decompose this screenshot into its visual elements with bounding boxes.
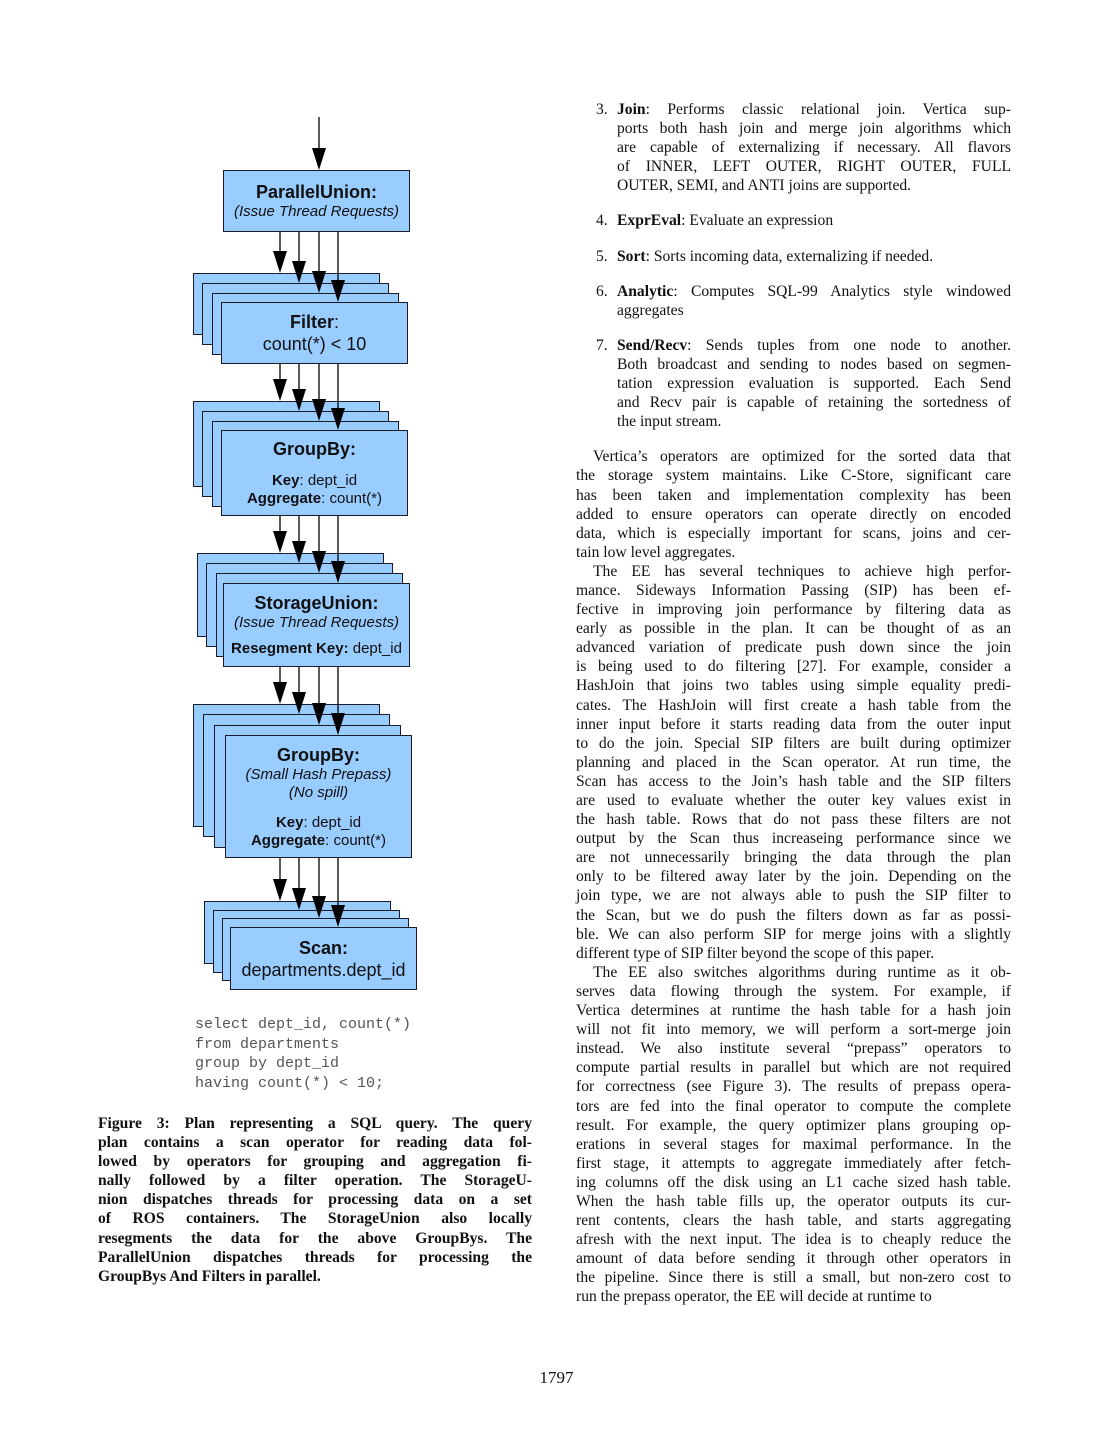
paragraph-line: tors are fed into the final operator to compute the complete — [576, 1097, 1011, 1115]
paragraph-line: different type of SIP filter beyond the scope of this paper. — [576, 944, 935, 962]
paragraph-line: the Scan, but we do push the filters down as far as possi- — [576, 906, 1011, 924]
scan-column: departments.dept_id — [241, 959, 406, 980]
groupby-prepass-node — [225, 735, 412, 858]
paragraph-line: join type, we are not always able to push the SIP filter to — [576, 887, 1011, 905]
scan-node — [230, 927, 417, 990]
right-column — [576, 100, 1011, 1307]
page-number: 1797 — [539, 1368, 574, 1387]
paragraph-line: the hash table. Rows that do not pass these filters are not — [576, 811, 1011, 829]
paragraph-line: mance. Sideways Information Passing (SIP) has been ef- — [576, 581, 1011, 599]
paragraph-line: When the hash table fills up, the operator outputs its cur- — [576, 1192, 1011, 1210]
node-title: ParallelUnion: — [255, 182, 378, 202]
caption-line: lowed by operators for grouping and aggregation fi- — [98, 1153, 532, 1171]
paragraph-line: is being used to do filtering [27]. For example, consider a — [576, 658, 1011, 676]
paragraph-line: HashJoin that joins two tables using simple equality predi- — [576, 677, 1011, 695]
key-value: : dept_id — [303, 813, 362, 831]
list-item-line: and Recv pair is capable of retaining the sortedness of — [617, 394, 1011, 412]
node-subtitle: (No spill) — [288, 783, 349, 801]
paragraph-line: result. For example, the query optimizer plans grouping op- — [576, 1116, 1011, 1134]
resegment-key-label: Resegment Key: — [231, 640, 349, 657]
paragraph-line: cates. The HashJoin will first create a hash table from the — [576, 696, 1011, 714]
paragraph-line: rent contents, clears the hash table, and starts aggregating — [576, 1212, 1011, 1230]
paragraph — [576, 562, 1011, 963]
aggregate-value: : count(*) — [321, 490, 383, 507]
arrowhead-icon — [273, 879, 287, 901]
paragraph-line: the pipeline. Since there is still a small, but non-zero cost to — [576, 1269, 1011, 1287]
storage-union-node — [223, 583, 410, 667]
arrowhead-icon — [273, 682, 287, 704]
list-item-line: Analytic: Computes SQL-99 Analytics style windowed — [617, 282, 1011, 300]
key-label: Key — [275, 813, 304, 831]
paragraph-line: inner input before it starts reading data from the outer input — [576, 715, 1011, 733]
node-colon: : — [334, 312, 340, 332]
caption-line: plan contains a scan operator for reading data fol- — [98, 1134, 532, 1152]
caption-line: of ROS containers. The StorageUnion also locally — [98, 1210, 532, 1228]
sql-query — [195, 1015, 411, 1093]
list-item-line: are capable of externalizing if necessary. All flavors — [617, 139, 1011, 157]
node-subtitle: (Small Hash Prepass) — [245, 765, 392, 783]
list-item-line: ExprEval: Evaluate an expression — [617, 212, 834, 230]
paragraph-line: has been taken and implementation complexity has been — [576, 486, 1011, 504]
paragraph-line: are not unnecessarily bringing the data through the plan — [576, 849, 1011, 867]
paragraph-line: the storage system maintains. Like C-Store, significant care — [576, 467, 1011, 485]
arrowhead-icon — [273, 251, 287, 273]
paragraph-line: fective in improving join performance by filtering data as — [576, 601, 1011, 619]
list-number: 3. — [596, 101, 608, 118]
list-number: 6. — [596, 282, 608, 300]
paragraph-line: instead. We also institute several “prepass” operators to — [576, 1040, 1011, 1058]
list-item-line: OUTER, SEMI, and ANTI joins are supported. — [617, 177, 912, 195]
paragraph-line: for correctness (see Figure 3). The results of prepass opera- — [576, 1078, 1011, 1096]
node-subtitle: (Issue Thread Requests) — [233, 203, 400, 220]
paragraph-line: data, which is especially important for scans, joins and cer- — [576, 524, 1011, 542]
operator-list — [576, 100, 1011, 431]
list-item-line: Sort: Sorts incoming data, externalizing if needed. — [617, 247, 934, 265]
body-text — [576, 447, 1011, 1306]
paragraph-line: The EE also switches algorithms during runtime as it ob- — [593, 963, 1011, 981]
list-item-line: Both broadcast and sending to nodes based on segmen- — [617, 355, 1011, 373]
paragraph-line: planning and placed in the Scan operator. At run time, the — [576, 753, 1011, 771]
paragraph-line: output by the Scan thus increaseing performance since we — [576, 830, 1011, 848]
arrowhead-icon — [273, 531, 287, 553]
filter-condition: count(*) < 10 — [262, 334, 367, 354]
paragraph-line: ble. We can also perform SIP for merge joins with a slightly — [576, 925, 1011, 943]
list-number: 4. — [596, 212, 608, 230]
aggregate-label: Aggregate — [250, 831, 326, 849]
list-item-line: of INNER, LEFT OUTER, RIGHT OUTER, FULL — [617, 158, 1011, 176]
caption-line: resegments the data for the above GroupBys. The — [98, 1229, 532, 1247]
paragraph-line: tain low level aggregates. — [576, 543, 736, 561]
node-subtitle: (Issue Thread Requests) — [233, 614, 400, 631]
filter-node — [221, 302, 408, 364]
list-item-line: ports both hash join and merge join algorithms which — [617, 120, 1011, 138]
paragraph-line: Vertica’s operators are optimized for the sorted data that — [593, 448, 1011, 466]
paragraph-line: compute partial results in parallel but which are not required — [576, 1059, 1011, 1077]
caption-line: nally followed by a filter operation. The StorageU- — [98, 1172, 532, 1190]
paragraph-line: only to be filtered away later by the join. Depending on the — [576, 868, 1011, 886]
key-value: : dept_id — [299, 472, 358, 489]
arrowhead-icon — [273, 379, 287, 401]
list-item-line: the input stream. — [617, 413, 722, 431]
list-item — [576, 247, 1011, 266]
paragraph-line: Scan has access to the Join’s hash table and the SIP filters — [576, 772, 1011, 790]
paragraph-line: added to ensure operators can operate directly on encoded — [576, 505, 1011, 523]
list-item — [576, 336, 1011, 431]
paragraph-line: serves data flowing through the system. For example, if — [576, 982, 1011, 1000]
sql-line: from departments — [195, 1035, 340, 1053]
list-item — [576, 282, 1011, 320]
caption-line: nion dispatches threads for processing data on a set — [98, 1191, 532, 1209]
arrowhead-icon — [312, 148, 326, 170]
paragraph-line: ing columns off the disk using an L1 cache sized hash table. — [576, 1173, 1011, 1191]
list-item-line: Join: Performs classic relational join. Vertica sup- — [617, 101, 1011, 118]
paragraph — [576, 447, 1011, 562]
list-number: 7. — [596, 336, 608, 354]
paragraph-line: advanced variation of predicate push down since the join — [576, 639, 1011, 657]
node-title: Scan: — [298, 937, 349, 958]
paragraph-line: amount of data before sending it through other operators in — [576, 1250, 1011, 1268]
node-title: GroupBy: — [277, 744, 360, 765]
list-item-line: Send/Recv: Sends tuples from one node to another. — [617, 336, 1011, 354]
node-title: GroupBy: — [273, 439, 356, 459]
sql-line: group by dept_id — [195, 1055, 340, 1073]
groupby-node — [221, 430, 408, 516]
paragraph-line: erations in several stages for maximal performance. In the — [576, 1135, 1011, 1153]
paragraph-line: will not fit into memory, we will perform a sort-merge join — [576, 1021, 1011, 1039]
paragraph-line: afresh with the next input. The idea is to cheaply reduce the — [576, 1231, 1011, 1249]
paragraph-line: early as possible in the plan. It can be thought of as an — [576, 620, 1011, 638]
key-label: Key — [271, 472, 300, 489]
caption-line: Figure 3: Plan representing a SQL query. The query — [98, 1115, 532, 1132]
list-item — [576, 100, 1011, 195]
paragraph-line: The EE has several techniques to achieve high perfor- — [593, 562, 1011, 580]
node-title: Filter — [289, 312, 334, 332]
node-title: StorageUnion: — [254, 593, 379, 613]
aggregate-label: Aggregate — [246, 490, 322, 507]
sql-line: having count(*) < 10; — [195, 1074, 385, 1092]
list-item-line: aggregates — [617, 301, 684, 319]
caption-line: GroupBys And Filters in parallel. — [98, 1267, 321, 1285]
paragraph-line: run the prepass operator, the EE will decide at runtime to — [576, 1288, 932, 1306]
paragraph — [576, 963, 1011, 1307]
paragraph-line: to do the join. Special SIP filters are built during optimizer — [576, 734, 1011, 752]
caption-line: ParallelUnion dispatches threads for processing the — [98, 1248, 532, 1266]
resegment-key-value: dept_id — [348, 640, 402, 657]
aggregate-value: : count(*) — [325, 831, 387, 849]
list-number: 5. — [596, 247, 608, 265]
paragraph-line: Vertica determines at runtime the hash table for a hash join — [576, 1002, 1011, 1020]
list-item — [576, 211, 1011, 230]
figure-caption — [98, 1114, 532, 1286]
parallel-union-node — [223, 170, 410, 232]
sql-line: select dept_id, count(*) — [195, 1016, 412, 1033]
paragraph-line: first stage, it attempts to aggregate immediately after fetch- — [576, 1154, 1011, 1172]
paragraph-line: are used to evaluate whether the outer key values exist in — [576, 792, 1011, 809]
list-item-line: tation expression evaluation is supported. Each Send — [617, 375, 1011, 393]
